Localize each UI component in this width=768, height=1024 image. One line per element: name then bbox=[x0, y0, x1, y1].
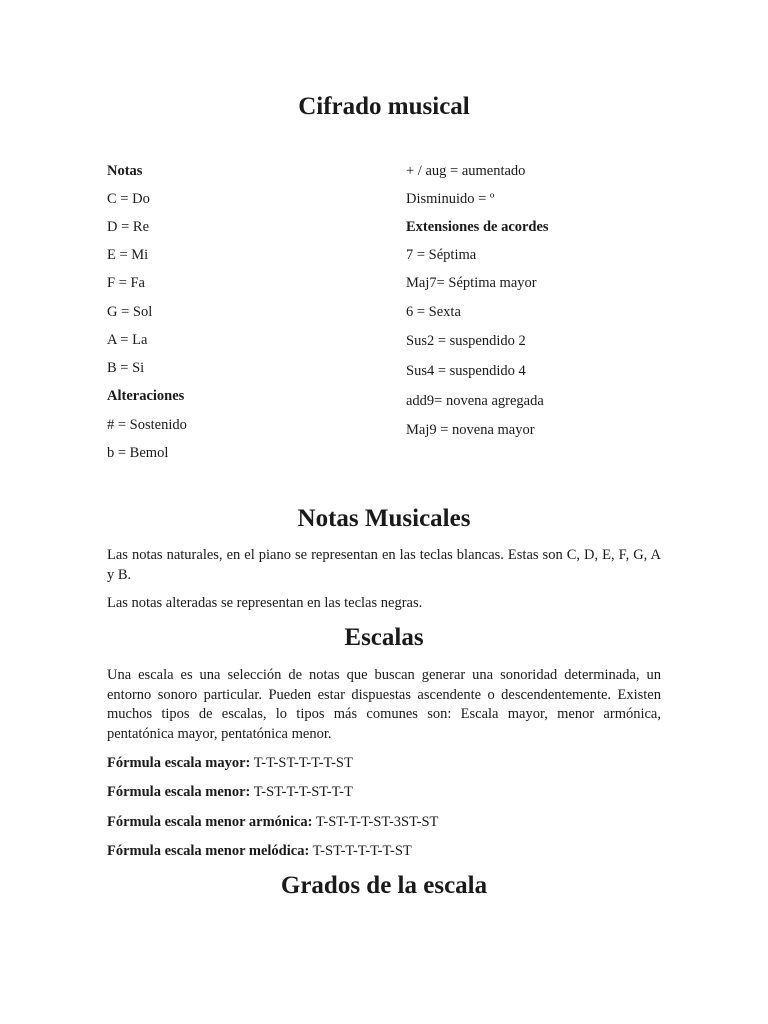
formula-value: T-ST-T-T-T-T-ST bbox=[309, 843, 412, 859]
section-heading-notas-musicales: Notas Musicales bbox=[297, 505, 471, 532]
list-item: 6 = Sexta bbox=[406, 304, 461, 320]
paragraph-escalas: Una escala es una selección de notas que buscan generar una sonoridad determinada, un entorno sonoro particular. Pueden estar dispuestas ascendente o descendentemente. Existen muchos tipos de escalas, lo tipos más comunes son: Escala mayor, menor armónica, pentatónica mayor, pentatónica menor. bbox=[107, 667, 661, 742]
list-item: C = Do bbox=[107, 191, 150, 207]
list-item: B = Si bbox=[107, 360, 145, 376]
list-item: F = Fa bbox=[107, 275, 145, 291]
list-item: A = La bbox=[107, 332, 148, 348]
list-item: + / aug = aumentado bbox=[406, 163, 526, 179]
page-title: Cifrado musical bbox=[298, 93, 470, 120]
formula-line bbox=[107, 754, 353, 772]
formula-line bbox=[107, 842, 412, 860]
section-heading-escalas: Escalas bbox=[344, 624, 424, 651]
heading-extensiones: Extensiones de acordes bbox=[406, 219, 549, 235]
formula-label: Fórmula escala menor melódica: bbox=[107, 843, 310, 859]
list-item: G = Sol bbox=[107, 304, 153, 320]
formula-value: T-ST-T-T-ST-3ST-ST bbox=[312, 814, 439, 830]
list-item: D = Re bbox=[107, 219, 150, 235]
heading-alteraciones: Alteraciones bbox=[107, 388, 185, 404]
list-item: Maj7= Séptima mayor bbox=[406, 275, 537, 291]
section-heading-grados: Grados de la escala bbox=[280, 872, 488, 899]
list-item: E = Mi bbox=[107, 247, 149, 263]
formula-line bbox=[107, 783, 353, 801]
formula-label: Fórmula escala menor: bbox=[107, 784, 251, 800]
formula-line bbox=[107, 813, 438, 831]
formula-value: T-T-ST-T-T-T-ST bbox=[250, 755, 353, 771]
formula-value: T-ST-T-T-ST-T-T bbox=[250, 784, 353, 800]
list-item: # = Sostenido bbox=[107, 417, 187, 433]
list-item: b = Bemol bbox=[107, 445, 169, 461]
paragraph-notas-naturales: Las notas naturales, en el piano se representan en las teclas blancas. Estas son C, D, E, F, G, A y B. bbox=[107, 547, 661, 583]
heading-notas: Notas bbox=[107, 163, 143, 179]
list-item: add9= novena agregada bbox=[406, 393, 544, 409]
list-item: Maj9 = novena mayor bbox=[406, 422, 535, 438]
list-item: Sus2 = suspendido 2 bbox=[406, 333, 526, 349]
list-item: Sus4 = suspendido 4 bbox=[406, 363, 526, 379]
list-item: Disminuido = º bbox=[406, 191, 495, 207]
formula-label: Fórmula escala mayor: bbox=[107, 755, 251, 771]
list-item: 7 = Séptima bbox=[406, 247, 477, 263]
formula-label: Fórmula escala menor armónica: bbox=[107, 814, 313, 830]
paragraph-notas-alteradas: Las notas alteradas se representan en las teclas negras. bbox=[107, 595, 423, 611]
